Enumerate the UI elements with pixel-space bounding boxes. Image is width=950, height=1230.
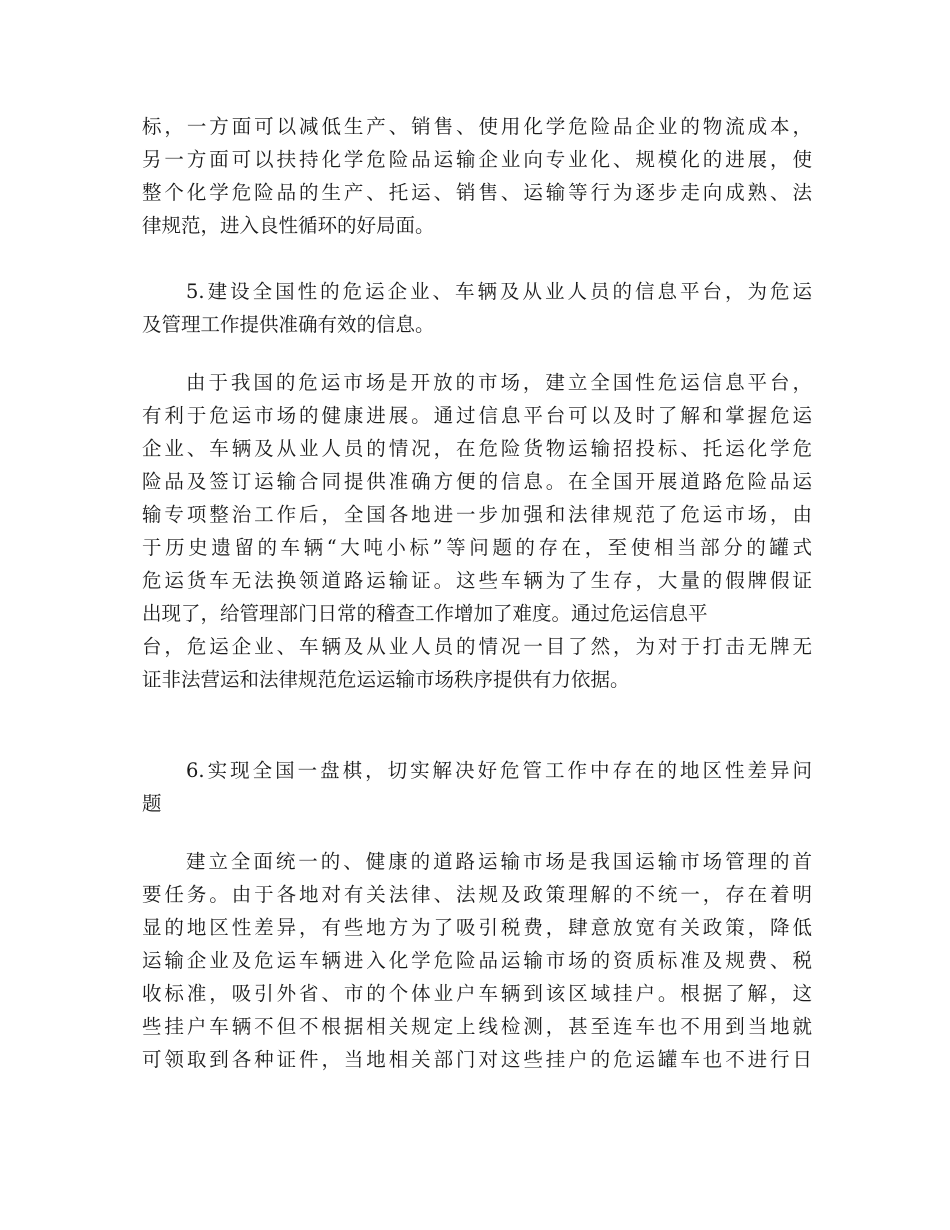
text-line: 出现了，给管理部门日常的稽查工作增加了难度。通过危运信息平 [142,602,708,625]
text-line: 律规范，进入良性循环的好局面。 [142,214,435,237]
text-line: 收标准，吸引外省、市的个体业户车辆到该区域挂户。根据了解，这 [142,982,812,1005]
text-line: 由于我国的危运市场是开放的市场，建立全国性危运信息平台， [186,371,812,394]
text-line: 证非法营运和法律规范危运运输市场秩序提供有力依据。 [142,668,630,691]
text-line: 另一方面可以扶持化学危险品运输企业向专业化、规模化的进展，使 [142,148,812,171]
text-line: 台，危运企业、车辆及从业人员的情况一目了然，为对于打击无牌无 [142,635,812,658]
text-line: 企业、车辆及从业人员的情况，在危险货物运输招投标、托运化学危 [142,437,812,460]
paragraph-continued [142,110,812,242]
text-line: 及管理工作提供准确有效的信息。 [142,313,435,336]
text-line: 运输企业及危运车辆进入化学危险品运输市场的资质标准及规费、税 [142,949,812,972]
text-line: 要任务。由于各地对有关法律、法规及政策理解的不统一，存在着明 [142,883,812,906]
text-line: 些挂户车辆不但不根据相关规定上线检测，甚至连车也不用到当地就 [142,1015,812,1038]
text-line: 危运货车无法换领道路运输证。这些车辆为了生存，大量的假牌假证 [142,569,812,592]
paragraph-regional-differences [142,845,812,1076]
text-line: 6.实现全国一盘棋，切实解决好危管工作中存在的地区性差异问 [186,759,812,782]
text-line: 题 [142,792,162,815]
text-line: 建立全面统一的、健康的道路运输市场是我国运输市场管理的首 [186,850,812,873]
text-line: 显的地区性差异，有些地方为了吸引税费，肆意放宽有关政策，降低 [142,916,812,939]
text-line: 输专项整治工作后，全国各地进一步加强和法律规范了危运市场，由 [142,503,812,526]
section-heading-5 [142,275,812,341]
text-line: 可领取到各种证件，当地相关部门对这些挂户的危运罐车也不进行日 [142,1048,812,1071]
paragraph-info-platform [142,366,812,696]
text-line: 于历史遗留的车辆“大吨小标”等问题的存在，至使相当部分的罐式 [142,536,812,559]
text-line: 有利于危运市场的健康进展。通过信息平台可以及时了解和掌握危运 [142,404,812,427]
section-heading-6 [142,754,812,820]
text-line: 标，一方面可以减低生产、销售、使用化学危险品企业的物流成本， [142,115,812,138]
text-line: 整个化学危险品的生产、托运、销售、运输等行为逐步走向成熟、法 [142,181,812,204]
text-line: 5.建设全国性的危运企业、车辆及从业人员的信息平台，为危运 [186,280,812,303]
text-line: 险品及签订运输合同提供准确方便的信息。在全国开展道路危险品运 [142,470,812,493]
